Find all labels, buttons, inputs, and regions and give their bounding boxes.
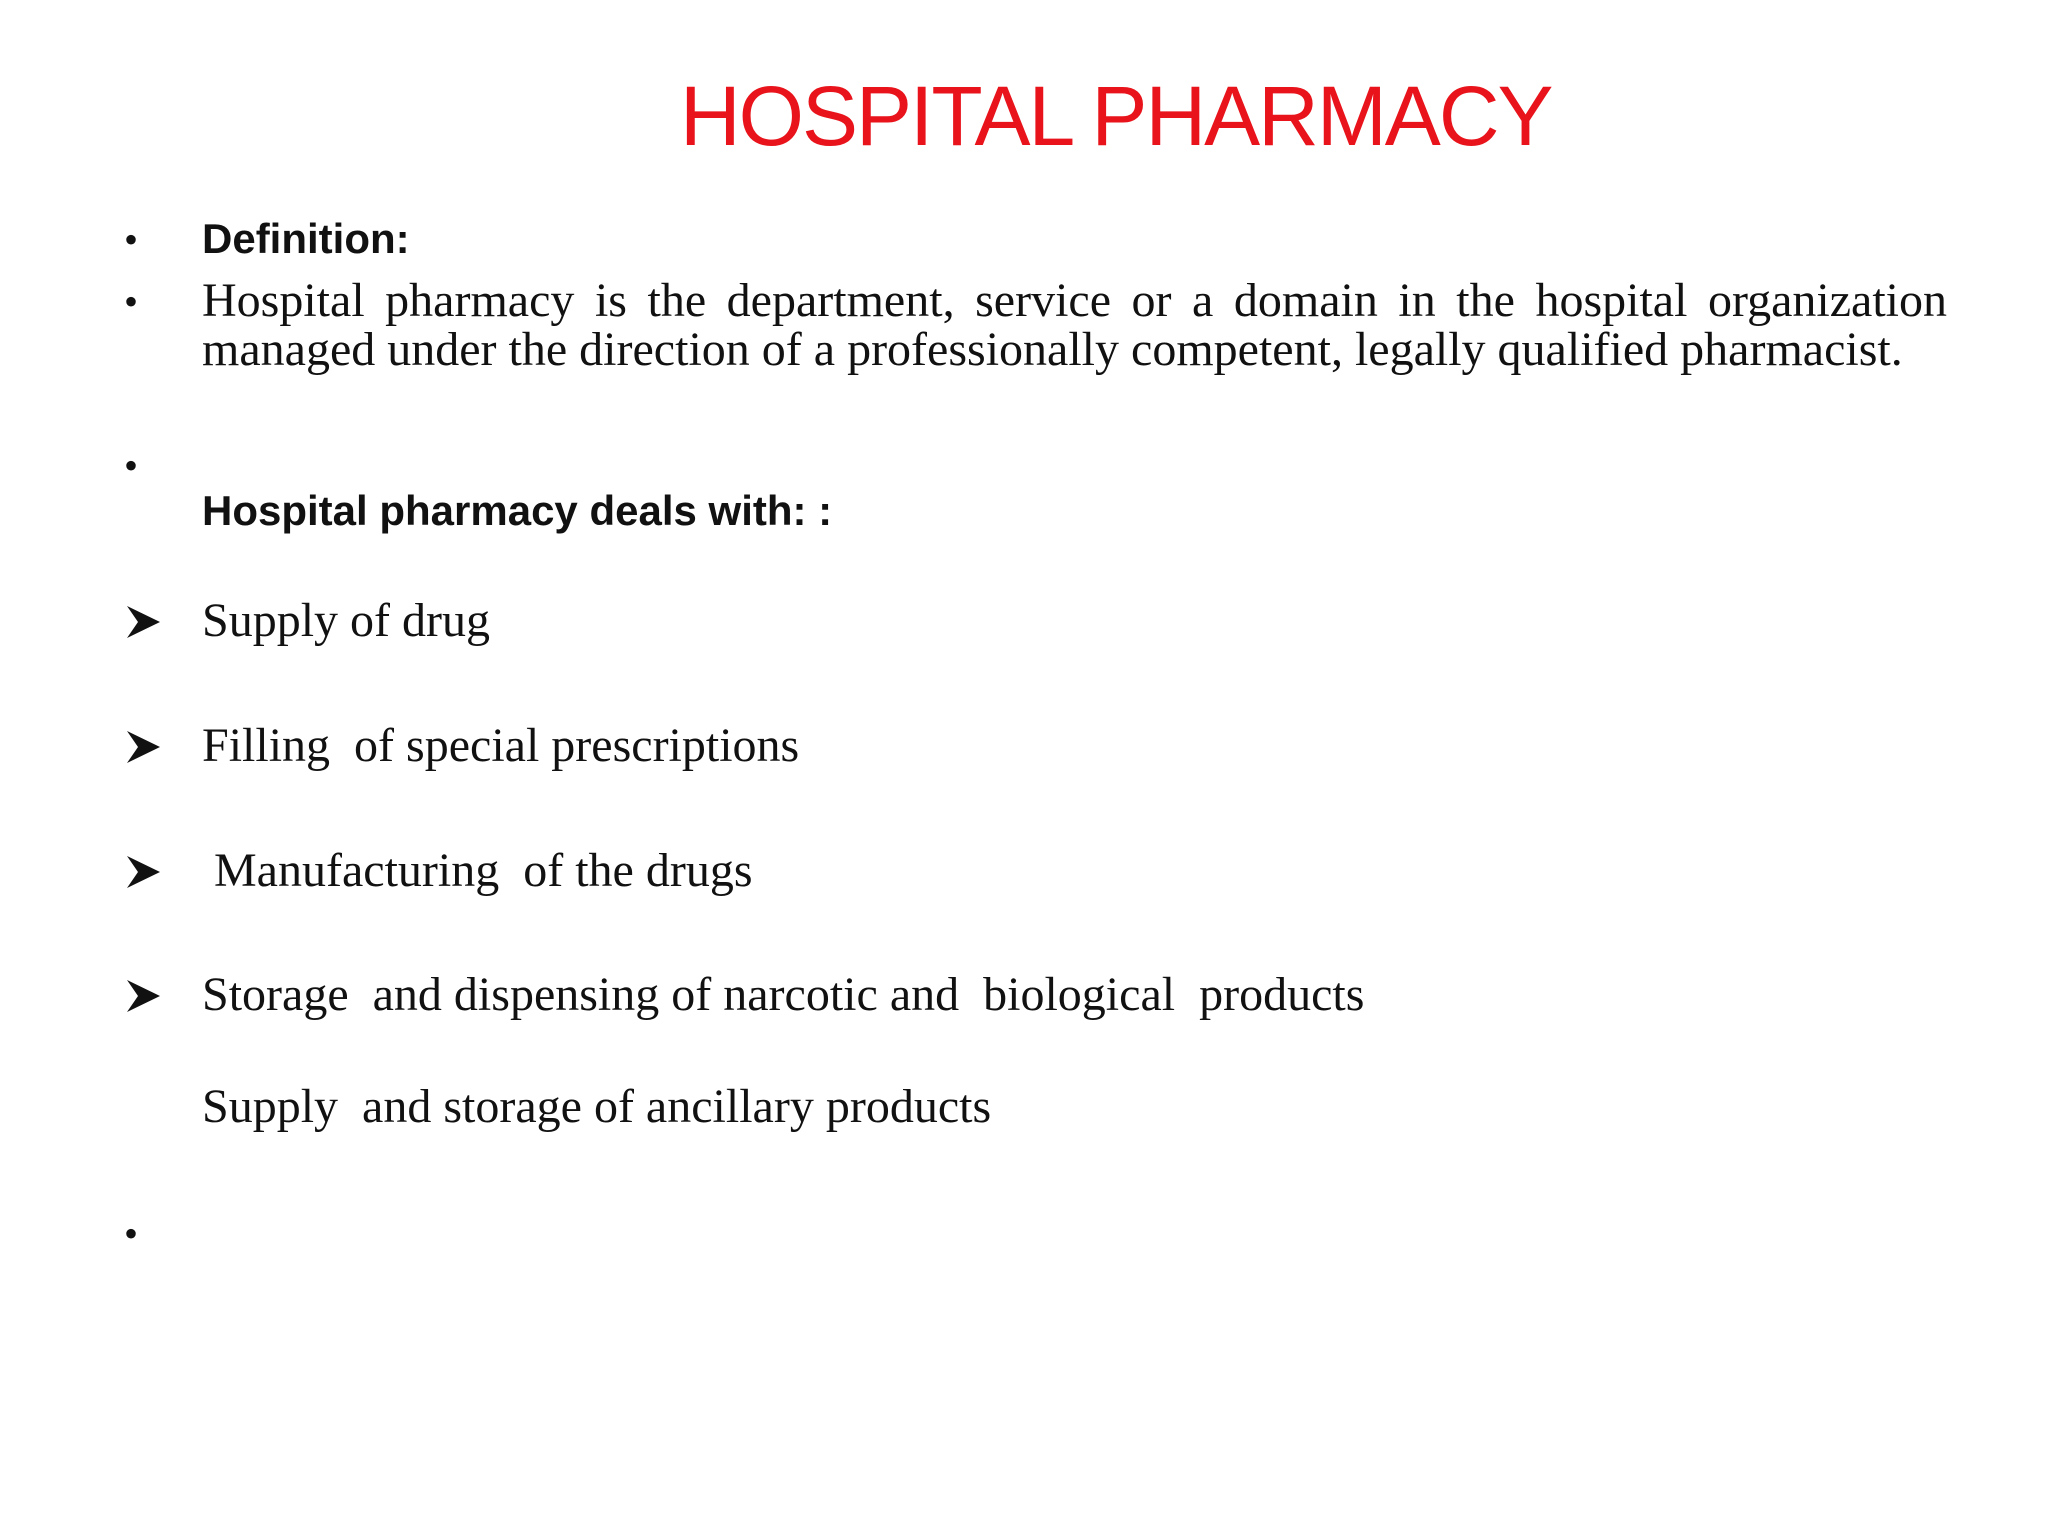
disc-bullet-icon: • [124, 279, 139, 324]
arrowhead-bullet-icon [124, 976, 164, 1016]
list-item: Filling of special prescriptions [202, 719, 800, 772]
list-item: Manufacturing of the drugs [202, 844, 753, 897]
arrowhead-bullet-icon [124, 727, 164, 767]
disc-bullet-icon: • [124, 443, 139, 488]
disc-bullet-icon: • [124, 217, 139, 262]
list-item: Storage and dispensing of narcotic and biological products [202, 968, 1365, 1021]
definition-text: Hospital pharmacy is the department, service or a domain in the hospital organization managed under the direction of a professionally competent, legally qualified pharmacist. [202, 274, 1947, 376]
list-item: Supply of drug [202, 594, 490, 647]
list-item: Supply and storage of ancillary products [202, 1080, 992, 1133]
disc-bullet-icon: • [124, 1211, 139, 1256]
definition-heading: Definition: [202, 215, 410, 262]
slide-title: HOSPITAL PHARMACY [680, 69, 1552, 163]
arrowhead-bullet-icon [124, 852, 164, 892]
arrowhead-bullet-icon [124, 602, 164, 642]
deals-heading: Hospital pharmacy deals with: : [202, 487, 833, 534]
